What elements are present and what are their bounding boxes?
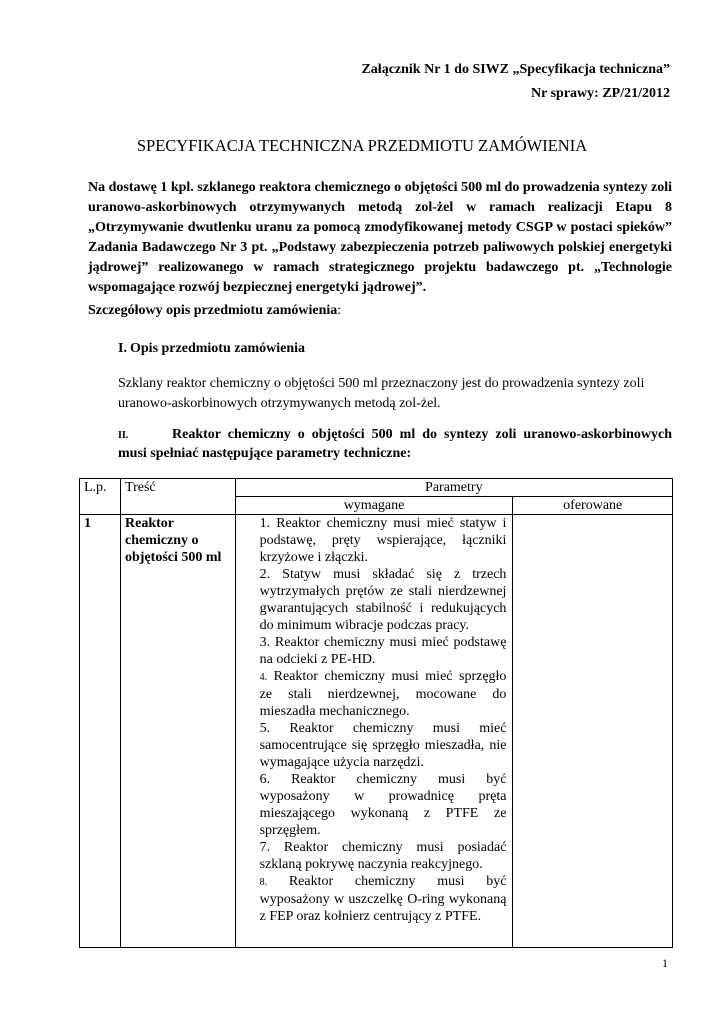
section-2-heading (118, 426, 672, 463)
item-text: Reaktor chemiczny musi być wyposażony w prowadnicę pręta mieszającego wykonaną z PTFE ze sprzęgłem. (259, 772, 507, 838)
header-lp: L.p. (80, 479, 121, 515)
table-row (80, 515, 673, 948)
requirement-item (260, 634, 507, 668)
section-1-text: Szklany reaktor chemiczny o objętości 500 ml przeznaczony jest do prowadzenia syntezy zoli uranowo-askorbinowych otrzymywanych metodą zol-żel. (118, 376, 645, 411)
section-2-number: II. (118, 430, 129, 441)
item-text: Reaktor chemiczny musi mieć podstawę na odcieki z PE-HD. (259, 635, 507, 667)
attachment-header: Załącznik Nr 1 do SIWZ „Specyfikacja techniczna” (361, 62, 670, 77)
intro-paragraph: Na dostawę 1 kpl. szklanego reaktora chemicznego o objętości 500 ml do prowadzenia syntezy zoli uranowo-askorbinowych otrzymywanych metodą zol-żel w ramach realizacji Etapu 8 „Otrzymywanie dwutlenku uranu za pomocą zmodyfikowanej metody CSGP w postaci spieków” Zadania Badawczego Nr 3 pt. „Podstawy zabezpieczenia potrzeb paliwowych polskiej energetyki jądrowej” realizowanego w ramach strategicznego projektu badawczego pt. „Technologie wspomagające rozwój bezpiecznej energetyki jądrowej”. (88, 180, 672, 295)
detail-heading (88, 302, 341, 320)
item-text: Reaktor chemiczny musi mieć samocentrujące się sprzęgło mieszadła, nie wymagające użycia narzędzi. (259, 721, 507, 770)
item-number: 2. (259, 567, 271, 582)
requirement-item (260, 515, 507, 566)
item-number: 1. (259, 516, 271, 531)
case-number: Nr sprawy: ZP/21/2012 (531, 86, 670, 101)
row-wymagane (235, 515, 513, 948)
item-text: Reaktor chemiczny musi mieć sprzęgło ze stali nierdzewnej, mocowane do mieszadła mechanicznego. (259, 669, 507, 719)
item-number: 6. (259, 772, 271, 787)
section-1-heading (118, 340, 305, 358)
row-oferowane[interactable] (513, 515, 673, 948)
row-tresc: Reaktor chemiczny o objętości 500 ml (121, 515, 236, 948)
requirement-item (260, 668, 507, 720)
item-number: 3. (259, 635, 271, 650)
item-text: Statyw musi składać się z trzech wytrzymałych prętów ze stali nierdzewnej gwarantujących stabilność i redukujących do minimum wibracje podczas pracy. (259, 567, 507, 633)
requirement-item (260, 771, 507, 839)
header-wymagane: wymagane (235, 497, 513, 515)
specification-table (79, 478, 673, 948)
page-number: 1 (662, 956, 668, 970)
item-text: Reaktor chemiczny musi mieć statyw i podstawę, pręty wspierające, łączniki krzyżowe i złączki. (259, 516, 507, 565)
detail-heading-text: Szczegółowy opis przedmiotu zamówienia (88, 303, 338, 318)
item-number: 4. (259, 672, 268, 683)
item-number: 7. (259, 840, 271, 855)
section-1-number: I. (118, 341, 127, 356)
section-2-title: Reaktor chemiczny o objętości 500 ml do syntezy zoli uranowo-askorbinowych musi spełniać następujące parametry techniczne: (118, 427, 672, 461)
page-title: SPECYFIKACJA TECHNICZNA PRZEDMIOTU ZAMÓWIENIA (136, 136, 588, 155)
requirement-item (260, 873, 507, 925)
header-parametry: Parametry (235, 479, 672, 497)
item-number: 8. (259, 877, 268, 888)
row-lp: 1 (80, 515, 121, 948)
header-tresc: Treść (121, 479, 236, 515)
requirement-item (260, 566, 507, 634)
item-text: Reaktor chemiczny musi posiadać szklaną pokrywę naczynia reakcyjnego. (259, 840, 507, 872)
section-1-title: Opis przedmiotu zamówienia (130, 341, 305, 356)
detail-heading-colon: : (337, 303, 342, 318)
table-header-row (80, 479, 673, 497)
item-number: 5. (259, 721, 271, 736)
requirement-item (260, 720, 507, 771)
requirement-item (260, 839, 507, 873)
header-oferowane: oferowane (513, 497, 673, 515)
item-text: Reaktor chemiczny musi być wyposażony w uszczelkę O-ring wykonaną z FEP oraz kołnierz centrujący z PTFE. (259, 874, 507, 924)
